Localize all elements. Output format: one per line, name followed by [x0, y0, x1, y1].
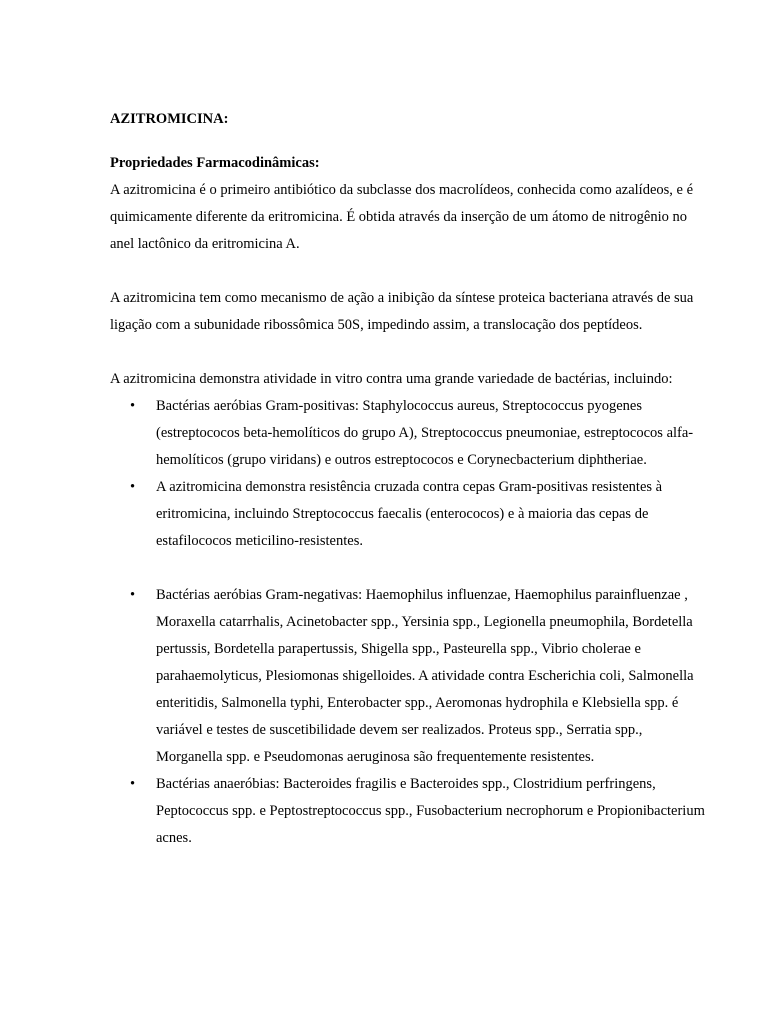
- paragraph-definition: A azitromicina é o primeiro antibiótico da subclasse dos macrolídeos, conhecida como azalídeos, e é quimicamente diferente da eritromicina. É obtida através da inserção de um átomo de nitrogênio no anel lactônico da eritromicina A.: [110, 182, 694, 252]
- paragraph-mechanism: A azitromicina tem como mecanismo de ação a inibição da síntese proteica bacteriana através de sua ligação com a subunidade ribossômica 50S, impedindo assim, a translocação dos peptídeos.: [110, 290, 694, 333]
- list-item-anaerobic: • Bactérias anaeróbias: Bacteroides fragilis e Bacteroides spp., Clostridium perfringens, Peptococcus spp. e Peptostreptococcus spp., Fusobacterium necrophorum e Propionibacterium acnes.: [110, 771, 708, 852]
- document-title: AZITROMICINA:: [110, 111, 229, 127]
- bacteria-list: [110, 393, 708, 852]
- list-item-gram-negative: • Bactérias aeróbias Gram-negativas: Haemophilus influenzae, Haemophilus parainfluenzae , Moraxella catarrhalis, Acinetobacter spp., Yersinia spp., Legionella pneumophila, Bordetella pertussis, Bordetella parapertussis, Shigella spp., Pasteurella spp., Vibrio cholerae e parahaemolyticus, Plesiomonas shigelloides. A atividade contra Escherichia coli, Salmonella enteritidis, Salmonella typhi, Enterobacter spp., Aeromonas hydrophila e Klebsiella spp. é variável e testes de suscetibilidade devem ser realizados. Proteus spp., Serratia spp., Morganella spp. e Pseudomonas aeruginosa são frequentemente resistentes.: [110, 582, 708, 771]
- section-heading: Propriedades Farmacodinâmicas:: [110, 155, 320, 171]
- list-item-gram-positive: • Bactérias aeróbias Gram-positivas: Staphylococcus aureus, Streptococcus pyogenes (estreptococos beta-hemolíticos do grupo A), Streptococcus pneumoniae, estreptococos alfa-hemolíticos (grupo viridans) e outros estreptococos e Corynecbacterium diphtheriae.: [110, 393, 708, 474]
- list-item-cross-resistance: • A azitromicina demonstra resistência cruzada contra cepas Gram-positivas resistentes à eritromicina, incluindo Streptococcus faecalis (enterococos) e à maioria das cepas de estafilococos meticilino-resistentes.: [110, 474, 708, 555]
- paragraph-activity-intro: A azitromicina demonstra atividade in vitro contra uma grande variedade de bactérias, incluindo:: [110, 371, 673, 387]
